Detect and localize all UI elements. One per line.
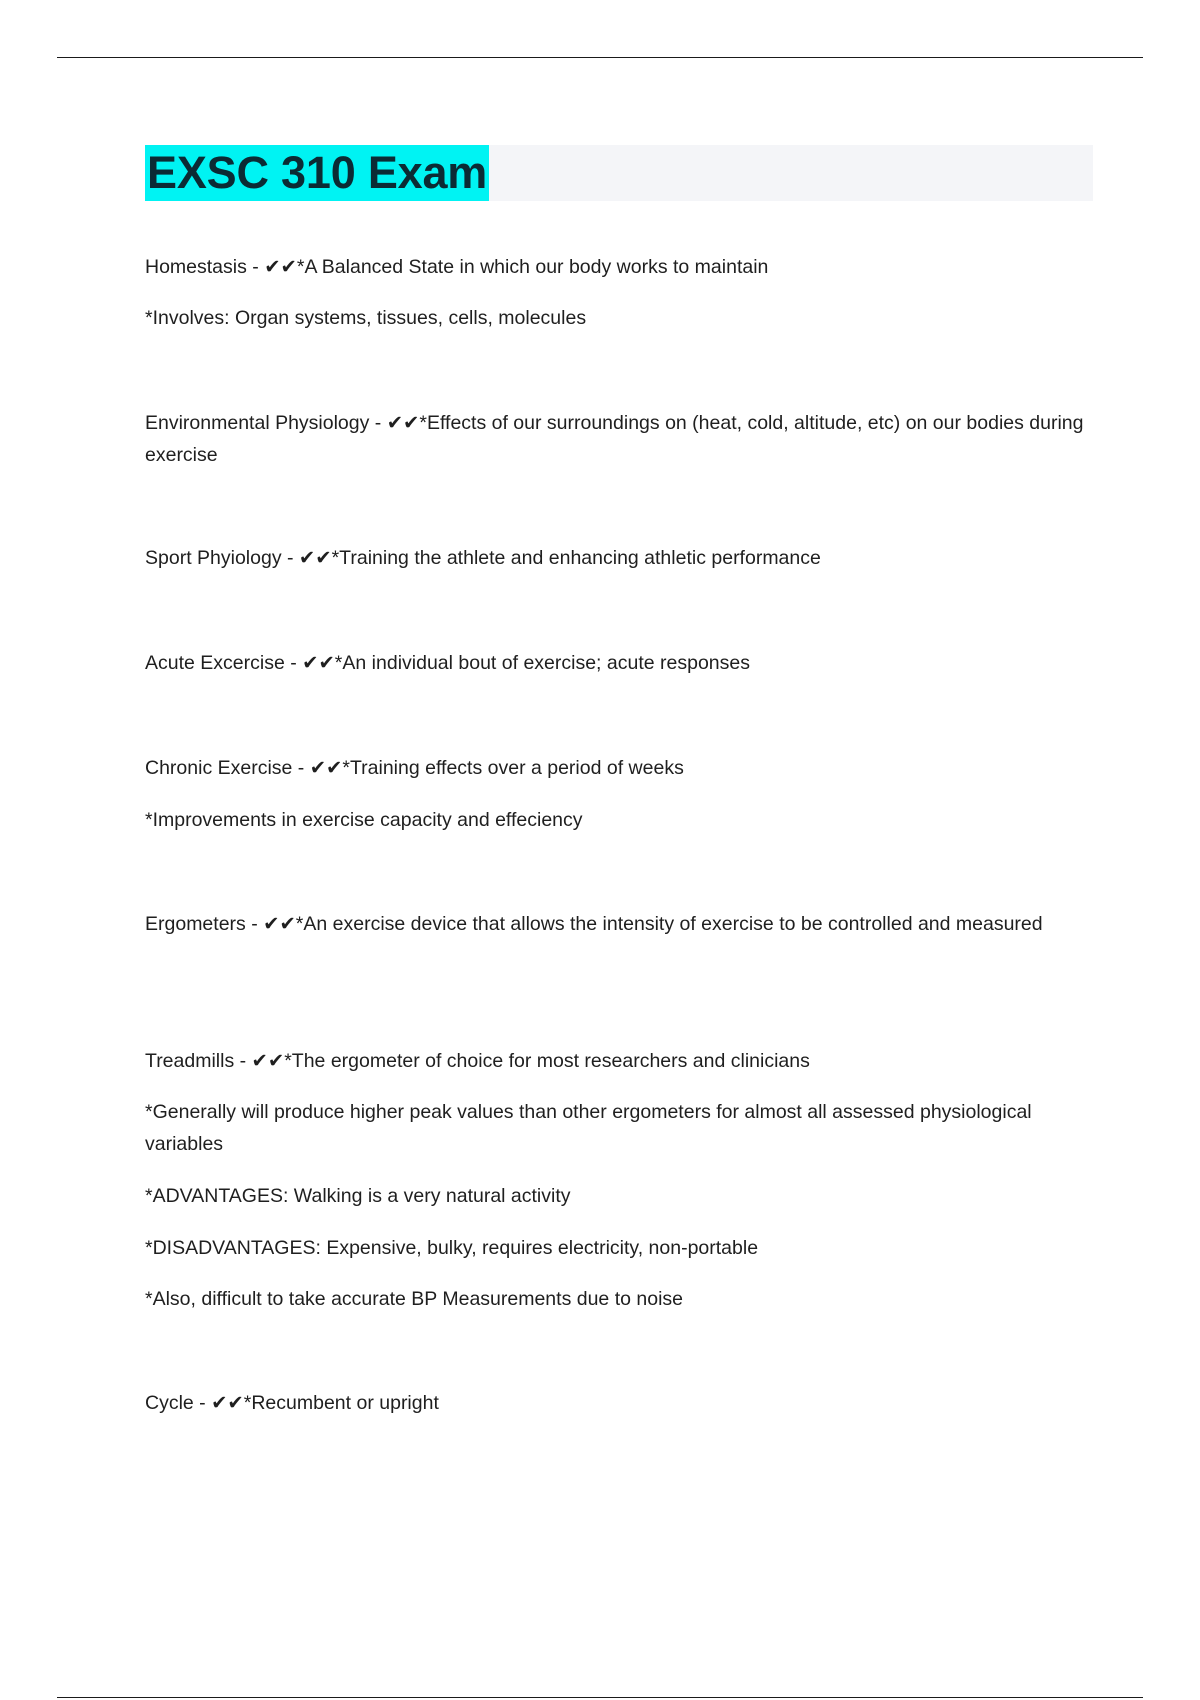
- note-treadmills-bp: *Also, difficult to take accurate BP Measurements due to noise: [145, 1288, 683, 1310]
- note-treadmills-disadvantages: *DISADVANTAGES: Expensive, bulky, requires electricity, non-portable: [145, 1237, 759, 1259]
- note-chronic-improvements: *Improvements in exercise capacity and effeciency: [145, 809, 583, 831]
- header-rule: [57, 57, 1143, 58]
- term-environmental-physiology: Environmental Physiology - ✔✔*Effects of our surroundings on (heat, cold, altitude, etc) on our bodies during exercise: [145, 412, 1084, 466]
- note-treadmills-peak-values: *Generally will produce higher peak values than other ergometers for almost all assessed physiological variables: [145, 1101, 1032, 1155]
- term-sport-phyiology: Sport Phyiology - ✔✔*Training the athlete and enhancing athletic performance: [145, 547, 821, 569]
- term-cycle: Cycle - ✔✔*Recumbent or upright: [145, 1392, 439, 1414]
- footer-rule: [57, 1697, 1143, 1698]
- term-treadmills: Treadmills - ✔✔*The ergometer of choice for most researchers and clinicians: [145, 1050, 810, 1072]
- term-chronic-exercise: Chronic Exercise - ✔✔*Training effects over a period of weeks: [145, 757, 684, 779]
- note-treadmills-advantages: *ADVANTAGES: Walking is a very natural activity: [145, 1185, 571, 1207]
- note-homestasis-involves: *Involves: Organ systems, tissues, cells, molecules: [145, 307, 587, 329]
- term-acute-excercise: Acute Excercise - ✔✔*An individual bout of exercise; acute responses: [145, 652, 750, 674]
- term-homestasis: Homestasis - ✔✔*A Balanced State in which our body works to maintain: [145, 256, 769, 278]
- page-title: EXSC 310 Exam: [145, 145, 489, 201]
- term-ergometers: Ergometers - ✔✔*An exercise device that allows the intensity of exercise to be controlled and measured: [145, 913, 1043, 935]
